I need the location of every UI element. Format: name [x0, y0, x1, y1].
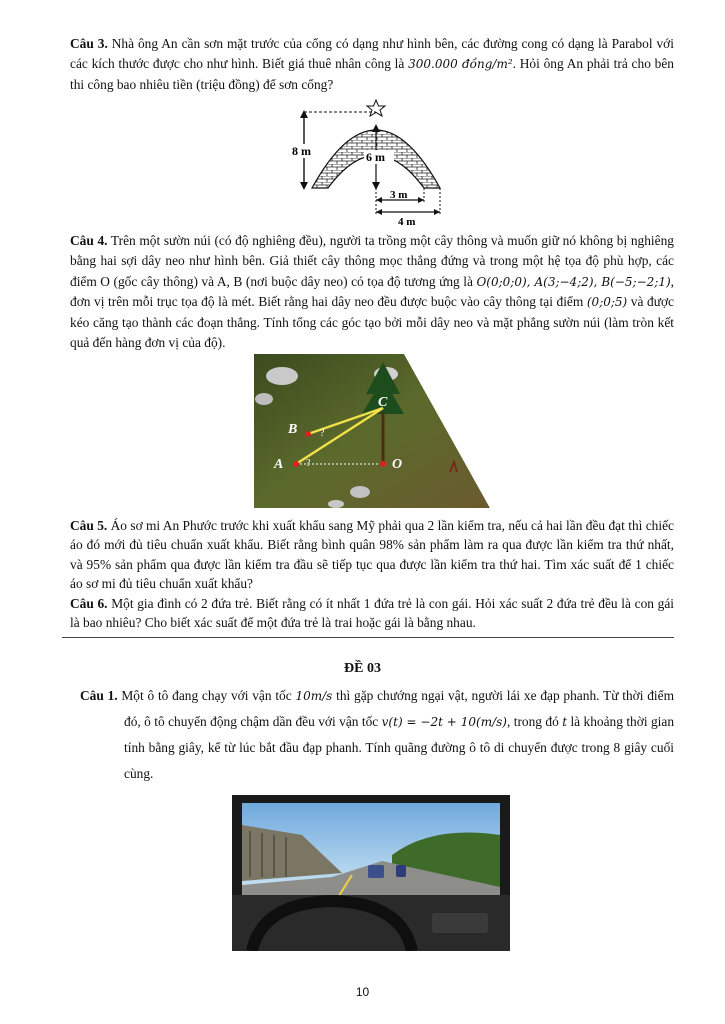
car-dashboard-figure — [232, 795, 510, 951]
question-3-text: Câu 3. Nhà ông An cần sơn mặt trước của cổng có dạng như hình bên, các đường cong có dạng là Parabol với các kích thước được cho như hình. Biết giá thuê nhân công là 300.000 đồng/m². Hỏi ông An phải trả cho bên thi công bao nhiêu tiền (triệu đồng) để sơn cổng? — [70, 36, 674, 92]
point-c-label: C — [378, 395, 388, 410]
question-5-text: Câu 5. Áo sơ mi An Phước trước khi xuất khẩu sang Mỹ phải qua 2 lần kiểm tra, nếu cả hai lần đều đạt thì chiếc áo đó mới đủ tiêu chuẩn xuất khẩu. Biết rằng bình quân 98% sản phẩm làm ra qua được lần kiểm tra thứ nhất, và 95% sản phẩm qua được lần kiểm tra đầu sẽ tiếp tục qua được lần kiểm tra thứ hai. Tìm xác suất để 1 chiếc áo sơ mi đủ tiêu chuẩn xuất khẩu? — [70, 518, 674, 592]
question-3-label: Câu 3. — [70, 36, 108, 51]
point-b-label: B — [288, 422, 298, 437]
truck — [368, 865, 384, 878]
rock — [255, 393, 273, 405]
exam3-question-1-label: Câu 1. — [80, 688, 118, 703]
angle-b-label: ? — [320, 428, 325, 439]
star-icon — [367, 100, 385, 116]
rock — [328, 500, 344, 508]
rock — [266, 367, 298, 385]
inner-height-label: 6 m — [366, 150, 385, 164]
gate-parabola-figure — [290, 98, 450, 228]
question-6-text: Câu 6. Một gia đình có 2 đứa trẻ. Biết rằng có ít nhất 1 đứa trẻ là con gái. Hỏi xác suất 2 đứa trẻ đều là con gái là bao nhiêu? Cho biết xác suất để một đứa trẻ là trai hoặc gái là bằng nhau. — [70, 596, 674, 631]
point-a-label: A — [274, 457, 284, 472]
section-divider — [62, 637, 674, 638]
outer-height-label: 8 m — [292, 144, 311, 158]
question-6-label: Câu 6. — [70, 596, 108, 611]
inner-width-label: 3 m — [390, 189, 408, 201]
angle-a-label: ? — [306, 458, 311, 469]
page-number: 10 — [355, 985, 370, 999]
section-title: ĐỀ 03 — [344, 661, 381, 676]
point-o-label: O — [392, 457, 403, 472]
exam3-question-1-text: Câu 1. Một ô tô đang chạy với vận tốc 10m/s thì gặp chướng ngại vật, người lái xe đạp phanh. Từ thời điểm đó, ô tô chuyển động chậm dần đều với vận tốc v(t) = −2t + 10(m/s), trong đó t là khoảng thời gian tính bằng giây, kể từ lúc bắt đầu đạp phanh. Tính quãng đường ô tô di chuyển được trong 8 giây cuối cùng. — [80, 688, 675, 781]
mountain-slope-figure — [254, 354, 490, 508]
question-4-text: Câu 4. Trên một sườn núi (có độ nghiêng đều), người ta trồng một cây thông và muốn giữ nó không bị nghiêng bằng hai sợi dây neo như hình bên. Giả thiết cây thông mọc thẳng đứng và trong một hệ tọa độ phù hợp, các điểm O (gốc cây thông) và A, B (nơi buộc dây neo) có tọa độ tương ứng là O(0;0;0), A(3;−4;2), B(−5;−2;1), đơn vị trên mỗi trục tọa độ là mét. Biết rằng hai dây neo đều được buộc vào cây thông tại điểm (0;0;5) và được kéo căng tạo thành các đoạn thẳng. Tính tổng các góc tạo bởi mỗi dây neo và mặt phẳng sườn núi (làm tròn kết quả đến hàng đơn vị của độ). — [70, 233, 674, 351]
question-4-label: Câu 4. — [70, 233, 108, 248]
question-5-label: Câu 5. — [70, 518, 108, 533]
rock — [350, 486, 370, 498]
outer-width-label: 4 m — [398, 216, 416, 228]
